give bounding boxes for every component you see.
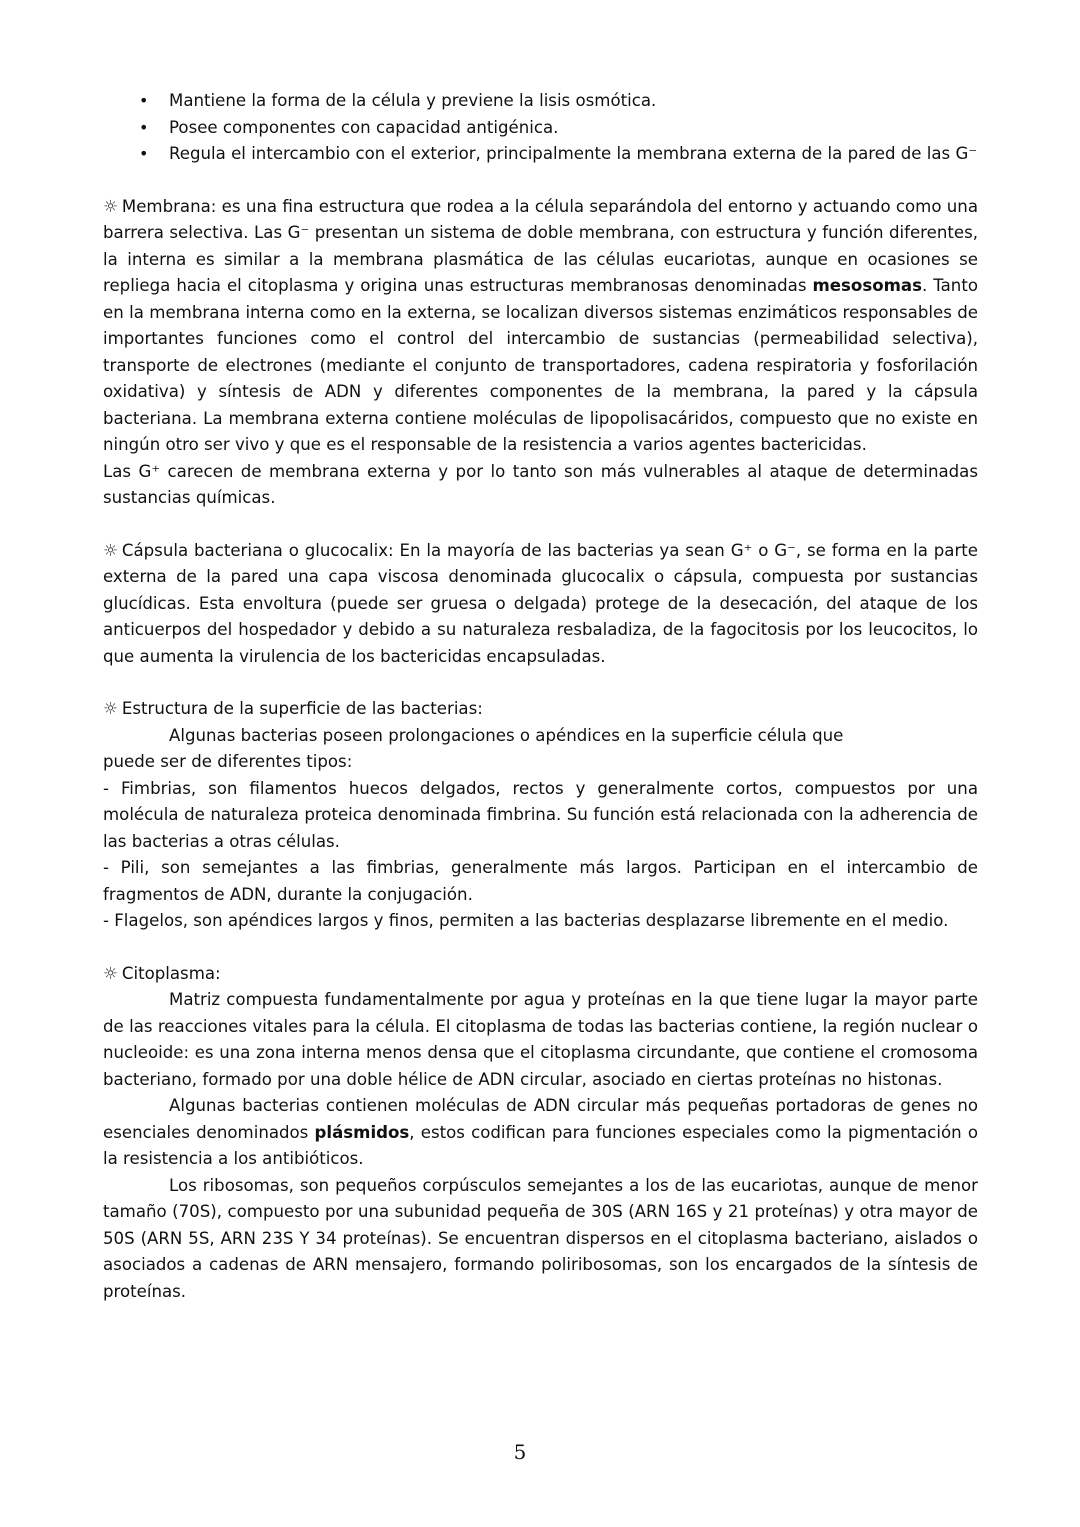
membrana-text-end: . Tanto en la membrana interna como en la externa, se localizan diversos sistemas enzimáticos responsables de importantes funciones como el control del intercambio de sustancias (permeabilidad selectiva), transporte de electrones (mediante el conjunto de transportadores, cadena respiratoria y fosforilación oxidativa) y síntesis de ADN y diferentes componentes de la membrana, la pared y la cápsula bacteriana. La membrana externa contiene moléculas de lipopolisacáridos, compuesto que no existe en ningún otro ser vivo y que es el responsable de la resistencia a varios agentes bactericidas. <box>103 276 978 454</box>
bullet-item: • Mantiene la forma de la célula y previene la lisis osmótica. <box>169 88 978 115</box>
citoplasma-heading-text: Citoplasma: <box>121 963 221 983</box>
superficie-intro-a: Algunas bacterias poseen prolongaciones o apéndices en la superficie célula que <box>169 725 844 745</box>
sun-icon: ☼ <box>103 540 118 560</box>
membrana-text-start: Membrana: es una fina estructura que rodea a la célula separándola del entorno y actuando como una barrera selectiva. Las G⁻ presentan un sistema de doble membrana, con estructura y función diferentes, la interna es similar a la membrana plasmática de las células eucariotas, aunque en ocasiones se repliega hacia el citoplasma y origina unas estructuras membranosas denominadas <box>103 196 978 295</box>
mesosomas-term: mesosomas <box>812 276 922 295</box>
page-body <box>103 88 978 1305</box>
plasmidos-term: plásmidos <box>314 1122 410 1142</box>
membrana-paragraph <box>103 194 978 459</box>
list-item-pili: - Pili, son semejantes a las fimbrias, generalmente más largos. Participan en el intercambio de fragmentos de ADN, durante la conjugación. <box>103 858 978 904</box>
sun-icon: ☼ <box>103 963 118 983</box>
superficie-intro-b: puede ser de diferentes tipos: <box>103 752 353 771</box>
plasmidos-text-end: , estos codifican para funciones especiales como la pigmentación o la resistencia a los antibióticos. <box>103 1122 978 1168</box>
page-number: 5 <box>513 1440 527 1464</box>
bullet-item: • Posee componentes con capacidad antigénica. <box>169 115 978 142</box>
bullet-item: • Regula el intercambio con el exterior, principalmente la membrana externa de la pared de las G⁻ <box>169 141 978 168</box>
capsula-text: Cápsula bacteriana o glucocalix: En la mayoría de las bacterias ya sean G⁺ o G⁻, se forma en la parte externa de la pared una capa viscosa denominada glucocalix o cápsula, compuesta por sustancias glucídicas. Esta envoltura (puede ser gruesa o delgada) protege de la desecación, del ataque de los anticuerpos del hospedador y debido a su naturaleza resbaladiza, de la fagocitosis por los leucocitos, lo que aumenta la virulencia de los bactericidas encapsuladas. <box>103 540 978 666</box>
superficie-heading <box>103 696 978 723</box>
citoplasma-paragraph-3: Los ribosomas, son pequeños corpúsculos semejantes a los de las eucariotas, aunque de menor tamaño (70S), compuesto por una subunidad pequeña de 30S (ARN 16S y 21 proteínas) y otra mayor de 50S (ARN 5S, ARN 23S Y 34 proteínas). Se encuentran dispersos en el citoplasma bacteriano, aislados o asociados a cadenas de ARN mensajero, formando poliribosomas, son los encargados de la síntesis de proteínas. <box>103 1175 978 1301</box>
capsula-paragraph <box>103 538 978 671</box>
membrana-gplus-paragraph: Las G⁺ carecen de membrana externa y por lo tanto son más vulnerables al ataque de determinadas sustancias químicas. <box>103 461 978 507</box>
citoplasma-heading <box>103 961 978 988</box>
citoplasma-paragraph-1: Matriz compuesta fundamentalmente por agua y proteínas en la que tiene lugar la mayor parte de las reacciones vitales para la célula. El citoplasma de todas las bacterias contiene, la región nuclear o nucleoide: es una zona interna menos densa que el citoplasma circundante, que contiene el cromosoma bacteriano, formado por una doble hélice de ADN circular, asociado en ciertas proteínas no histonas. <box>103 990 978 1089</box>
list-item-fimbrias: - Fimbrias, son filamentos huecos delgados, rectos y generalmente cortos, compuestos por una molécula de naturaleza proteica denominada fimbrina. Su función está relacionada con la adherencia de las bacterias a otras células. <box>103 778 978 851</box>
sun-icon: ☼ <box>103 699 118 718</box>
sun-icon: ☼ <box>103 196 118 216</box>
superficie-intro <box>103 723 978 776</box>
superficie-heading-text: Estructura de la superficie de las bacterias: <box>121 699 483 718</box>
bullet-list <box>103 88 978 168</box>
plasmidos-text-start: Algunas bacterias contienen moléculas de ADN circular más pequeñas portadoras de genes no esenciales denominados <box>103 1096 978 1142</box>
list-item-flagelos: - Flagelos, son apéndices largos y finos, permiten a las bacterias desplazarse libremente en el medio. <box>103 911 949 930</box>
citoplasma-paragraph-2 <box>103 1093 978 1173</box>
